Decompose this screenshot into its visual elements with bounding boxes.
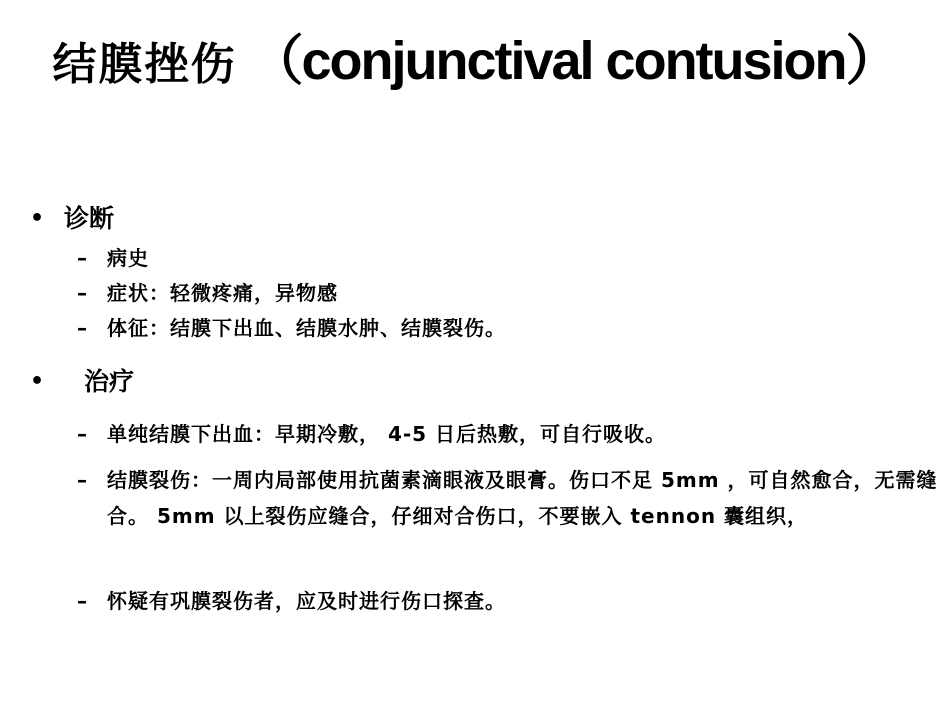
bullet-icon: • bbox=[30, 369, 45, 394]
dash-icon: – bbox=[77, 316, 87, 340]
list-item bbox=[77, 310, 939, 346]
section-heading-text: 诊断 bbox=[64, 204, 115, 233]
slide-title-cjk: 结膜挫伤 bbox=[52, 39, 237, 90]
slide-title-latin: （conjunctival contusion） bbox=[249, 31, 898, 91]
list-item-text: 怀疑有巩膜裂伤者，应及时进行伤口探查。 bbox=[107, 589, 506, 613]
slide-title bbox=[20, 28, 930, 98]
section-diagnosis-heading bbox=[30, 203, 114, 235]
bullet-icon: • bbox=[30, 206, 45, 231]
list-item-text: 结膜裂伤：一周内局部使用抗菌素滴眼液及眼膏。伤口不足 5mm ，可自然愈合，无需缝合。 5mm 以上裂伤应缝合，仔细对合伤口，不要嵌入 tennon 囊组织， bbox=[107, 468, 938, 528]
section-heading-text: 治疗 bbox=[84, 367, 135, 396]
list-item bbox=[77, 275, 939, 311]
list-item-text: 单纯结膜下出血：早期冷敷， 4-5 日后热敷，可自行吸收。 bbox=[107, 422, 667, 446]
dash-icon: – bbox=[77, 422, 87, 446]
list-item-text: 病史 bbox=[107, 246, 149, 270]
list-item bbox=[77, 416, 939, 452]
dash-icon: – bbox=[77, 468, 87, 492]
section-treatment-heading bbox=[30, 366, 134, 398]
dash-icon: – bbox=[77, 246, 87, 270]
list-item-text: 体征：结膜下出血、结膜水肿、结膜裂伤。 bbox=[107, 316, 506, 340]
list-item bbox=[77, 583, 939, 619]
list-item bbox=[77, 462, 939, 534]
list-item-text: 症状：轻微疼痛，异物感 bbox=[107, 281, 338, 305]
list-item bbox=[77, 240, 939, 276]
dash-icon: – bbox=[77, 589, 87, 613]
dash-icon: – bbox=[77, 281, 87, 305]
